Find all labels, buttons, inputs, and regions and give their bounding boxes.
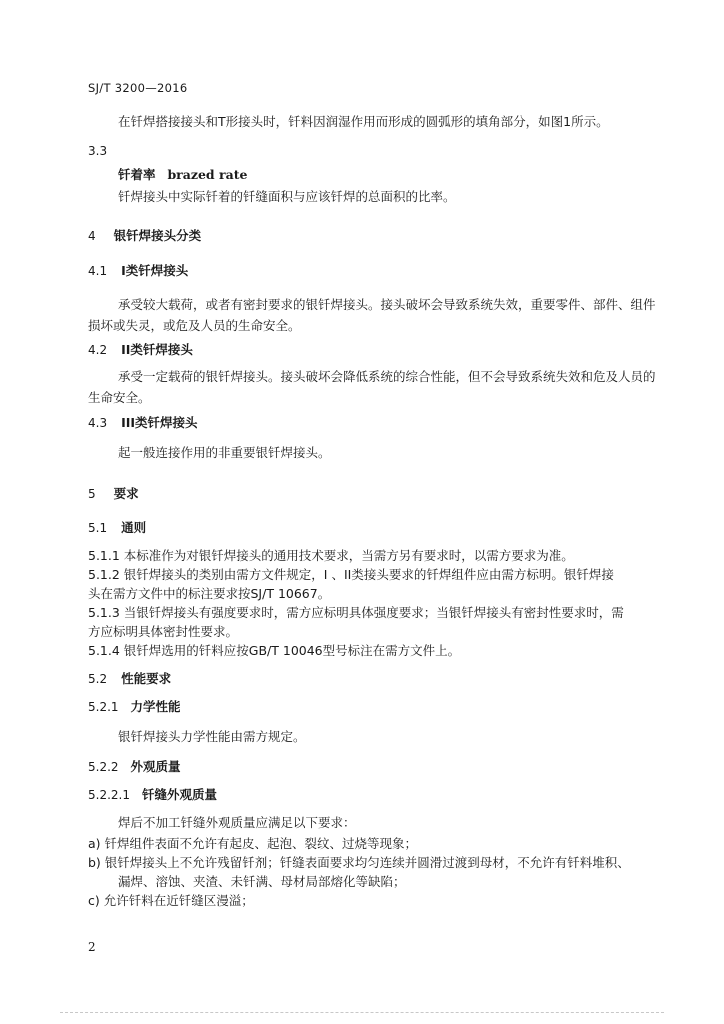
clause-line: 头在需方文件中的标注要求按SJ/T 10667。 (88, 586, 331, 601)
term-entry (118, 167, 247, 183)
section-heading (88, 263, 188, 279)
heading-number: 4.3 (88, 416, 108, 430)
term-definition: 钎焊接头中实际钎着的钎缝面积与应该钎焊的总面积的比率。 (118, 189, 456, 204)
section-heading (88, 787, 217, 803)
heading-title: 银钎焊接头分类 (113, 228, 202, 243)
section-number: 3.3 (88, 144, 108, 158)
list-item-continuation: 漏焊、溶蚀、夹渣、未钎满、母材局部熔化等缺陷； (118, 874, 406, 889)
clause-line: 5.1.3 当银钎焊接头有强度要求时，需方应标明具体强度要求；当银钎焊接头有密封性要求时，需 (88, 605, 624, 620)
paragraph-line: 焊后不加工钎缝外观质量应满足以下要求： (118, 815, 356, 830)
section-heading (88, 520, 146, 536)
paragraph-line: 损坏或失灵，或危及人员的生命安全。 (88, 318, 301, 333)
paragraph-line: 在钎焊搭接接头和T形接头时，钎料因润湿作用而形成的圆弧形的填角部分，如图1所示。 (118, 114, 609, 129)
paragraph-line: 生命安全。 (88, 390, 151, 405)
heading-number: 5.2.1 (88, 700, 119, 714)
list-item: b) 银钎焊接头上不允许残留钎剂；钎缝表面要求均匀连续并圆滑过渡到母材，不允许有钎料堆积、 (88, 855, 630, 870)
heading-number: 4.2 (88, 343, 108, 357)
heading-title: II类钎焊接头 (121, 342, 193, 357)
heading-number: 5.1 (88, 521, 108, 535)
clause-line: 5.1.4 银钎焊选用的钎料应按GB/T 10046型号标注在需方文件上。 (88, 643, 461, 658)
page-number: 2 (88, 940, 96, 954)
paragraph-line: 银钎焊接头力学性能由需方规定。 (118, 729, 306, 744)
clause-line: 5.1.2 银钎焊接头的类别由需方文件规定，I 、II类接头要求的钎焊组件应由需方标明。银钎焊接 (88, 567, 614, 582)
heading-number: 5.2.2.1 (88, 788, 130, 802)
list-item: a) 钎焊组件表面不允许有起皮、起泡、裂纹、过烧等现象； (88, 836, 418, 851)
heading-title: 性能要求 (121, 671, 172, 686)
section-heading (88, 342, 193, 358)
heading-title: III类钎焊接头 (121, 415, 198, 430)
paragraph-line: 起一般连接作用的非重要银钎焊接头。 (118, 445, 331, 460)
heading-number: 5 (88, 487, 96, 501)
heading-title: 外观质量 (130, 759, 181, 774)
clause-line: 5.1.1 本标准作为对银钎焊接头的通用技术要求，当需方另有要求时，以需方要求为准。 (88, 548, 574, 563)
heading-number: 5.2 (88, 672, 108, 686)
section-heading (88, 415, 198, 431)
section-heading (88, 759, 181, 775)
paragraph-line: 承受一定载荷的银钎焊接头。接头破坏会降低系统的综合性能，但不会导致系统失效和危及人员的 (118, 369, 656, 384)
footer-rule (60, 1012, 664, 1013)
list-item: c) 允许钎料在近钎缝区漫溢； (88, 893, 254, 908)
heading-title: I类钎焊接头 (121, 263, 189, 278)
heading-title: 要求 (113, 486, 139, 501)
paragraph-line: 承受较大载荷，或者有密封要求的银钎焊接头。接头破坏会导致系统失效，重要零件、部件、组件 (118, 297, 656, 312)
clause-line: 方应标明具体密封性要求。 (88, 624, 239, 639)
document-header: SJ/T 3200—2016 (88, 81, 188, 95)
section-heading (88, 486, 139, 502)
heading-title: 通则 (121, 520, 147, 535)
heading-title: 钎缝外观质量 (141, 787, 217, 802)
section-heading (88, 671, 171, 687)
heading-number: 4 (88, 229, 96, 243)
section-heading (88, 228, 201, 244)
heading-number: 5.2.2 (88, 760, 119, 774)
heading-title: 力学性能 (130, 699, 181, 714)
section-heading (88, 699, 181, 715)
term-chinese: 钎着率 (118, 167, 156, 182)
term-english: brazed rate (167, 167, 248, 182)
heading-number: 4.1 (88, 264, 108, 278)
